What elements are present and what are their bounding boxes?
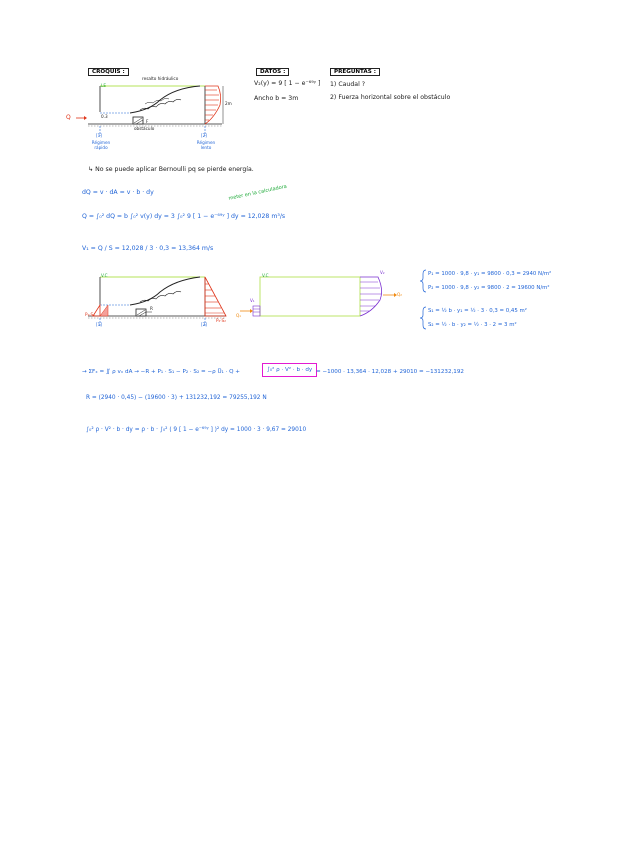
section-1-label-b: [1]	[96, 322, 102, 327]
p1-equation: P₁ = 1000 · 9,8 · y₁ = 9800 · 0,3 = 2940 N/m²	[428, 271, 552, 277]
flow-rate-equation: Q = ∫₀² dQ = b ∫₀² v(y) dy = 3 ∫₀² 9 [ 1 − e⁻⁶⁹ʸ ] dy = 12,028 m³/s	[82, 213, 286, 220]
q-flow-label: Q	[66, 114, 71, 121]
croquis-label: CROQUIS :	[88, 68, 129, 76]
energy-line-label: LE	[101, 83, 106, 88]
width-value: Ancho b = 3m	[254, 95, 299, 102]
regime-1-label: Régimen rápido	[91, 140, 111, 150]
section-2-label-b: [2]	[201, 322, 207, 327]
dq-equation: dQ = v · dA = v · b · dy	[82, 189, 154, 196]
v2-label: V₂	[380, 270, 385, 275]
q1-label: Q₁	[236, 313, 241, 318]
reaction-result: R = (2940 · 0,45) − (19600 · 3) + 131232,192 = 79255,192 N	[86, 395, 267, 401]
question-2: 2) Fuerza horizontal sobre el obstáculo	[330, 94, 451, 101]
q2-label: Q₂	[397, 292, 402, 297]
v1-label: V₁	[250, 298, 255, 303]
p1s1-label: P₁·S₁	[85, 312, 95, 317]
s2-equation: S₂ = ½ · b · y₂ = ½ · 3 · 2 = 3 m²	[428, 322, 517, 328]
section-1-label: [1]	[96, 133, 102, 138]
momentum-rhs: = −1000 · 13,364 · 12,028 + 29010 = −131232,192	[316, 369, 464, 375]
regime-2-label: Régimen lento	[196, 140, 216, 150]
calculator-note: meter en la calculadora	[228, 183, 288, 202]
question-1: 1) Caudal ?	[330, 81, 366, 88]
s1-equation: S₁ = ½ b · y₁ = ½ · 3 · 0,3 = 0,45 m²	[428, 308, 527, 314]
v1-equation: V₁ = Q / S = 12,028 / 3 · 0,3 = 13,364 m/s	[82, 245, 214, 252]
momentum-boxed-integral: ∫₀² ρ · V² · b · dy	[262, 363, 317, 377]
velocity-profile-formula: V₂(y) = 9 [ 1 − e⁻⁶⁹ʸ ]	[254, 80, 321, 87]
integral-result: ∫₀² ρ · V² · b · dy = ρ · b · ∫₀² ( 9 [ 1 − e⁻⁶⁹ʸ ] )² dy = 1000 · 3 · 9,67 = 29010	[86, 427, 307, 433]
p2-equation: P₂ = 1000 · 9,8 · y₂ = 9800 · 2 = 19600 N/m²	[428, 285, 550, 291]
preguntas-label: PREGUNTAS :	[330, 68, 380, 76]
bernoulli-note: ↳ No se puede aplicar Bernoulli pq se pierde energía.	[88, 166, 254, 173]
small-depth-label: 0.3	[101, 114, 108, 119]
vc-label-right: V.C	[262, 273, 269, 278]
resalto-label: resalto hidráulico	[142, 76, 179, 81]
obstacle-force-label: F	[146, 119, 149, 124]
height-label: 2m	[225, 101, 232, 106]
momentum-lhs: → ΣFₓ = ∬ ρ vₓ dA → −R + P₁ · S₁ − P₂ · S₂ = −ρ U̅₁ · Q +	[82, 369, 240, 375]
datos-label: DATOS :	[256, 68, 289, 76]
obstacle-label: obstáculo	[134, 126, 155, 131]
p2s2-label: P₂·S₂	[216, 318, 226, 323]
vc-label-left: V.C	[101, 273, 108, 278]
section-2-label: [2]	[201, 133, 207, 138]
reaction-label: R	[150, 306, 153, 311]
